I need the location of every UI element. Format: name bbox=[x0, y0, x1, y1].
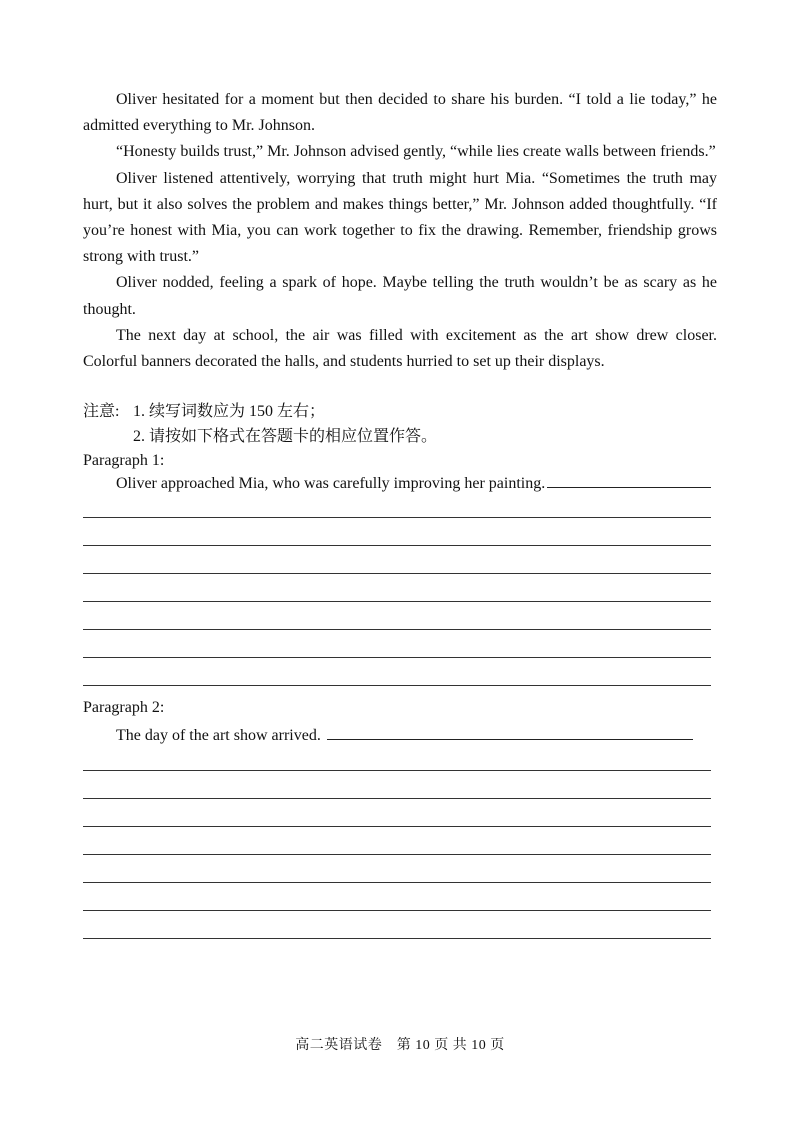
story-paragraph: The next day at school, the air was filled with excitement as the art show drew closer. Colorful banners decorated the halls, and students hurried to set up their displays. bbox=[83, 326, 717, 371]
paragraph-1-starter bbox=[116, 471, 711, 495]
story-paragraph: Oliver nodded, feeling a spark of hope. Maybe telling the truth wouldn’t be as scary as he thought. bbox=[83, 274, 717, 318]
story-paragraph: Oliver listened attentively, worrying that truth might hurt Mia. “Sometimes the truth may hurt, but it also solves the problem and makes things better,” Mr. Johnson added thoughtfully. “If you’re honest with Mia, you can work together to fix the drawing. Remember, friendship grows strong with trust.” bbox=[83, 169, 717, 266]
answer-line[interactable] bbox=[83, 938, 711, 939]
story-paragraph: Oliver hesitated for a moment but then decided to share his burden. “I told a lie today,” he admitted everything to Mr. Johnson. bbox=[83, 91, 717, 135]
answer-line[interactable] bbox=[83, 629, 711, 630]
paragraph-2-label: Paragraph 2: bbox=[83, 699, 165, 716]
answer-line[interactable] bbox=[83, 601, 711, 602]
story-passage bbox=[83, 87, 717, 375]
paragraph-2-starter-text: The day of the art show arrived. bbox=[116, 727, 321, 744]
answer-blank[interactable] bbox=[547, 471, 711, 488]
instruction-item: 2. 请按如下格式在答题卡的相应位置作答。 bbox=[133, 428, 438, 445]
instruction-row bbox=[83, 424, 717, 449]
answer-line[interactable] bbox=[83, 910, 711, 911]
answer-line[interactable] bbox=[83, 770, 711, 771]
answer-line[interactable] bbox=[83, 657, 711, 658]
paragraph-2-starter bbox=[116, 723, 693, 747]
answer-line[interactable] bbox=[83, 798, 711, 799]
instruction-row bbox=[83, 399, 717, 424]
instruction-item: 1. 续写词数应为 150 左右； bbox=[133, 403, 326, 420]
story-paragraph: “Honesty builds trust,” Mr. Johnson advised gently, “while lies create walls between friends.” bbox=[116, 143, 716, 161]
answer-line[interactable] bbox=[83, 882, 711, 883]
instruction-label: 注意: bbox=[83, 403, 120, 420]
page-footer: 高二英语试卷 第 10 页 共 10 页 bbox=[295, 1038, 505, 1053]
answer-line[interactable] bbox=[83, 545, 711, 546]
answer-line[interactable] bbox=[83, 826, 711, 827]
paragraph-1-starter-text: Oliver approached Mia, who was carefully improving her painting. bbox=[116, 475, 546, 492]
answer-line[interactable] bbox=[83, 517, 711, 518]
answer-blank[interactable] bbox=[327, 723, 693, 740]
instructions bbox=[83, 399, 717, 449]
paragraph-1-label: Paragraph 1: bbox=[83, 452, 165, 469]
answer-line[interactable] bbox=[83, 573, 711, 574]
answer-line[interactable] bbox=[83, 685, 711, 686]
answer-line[interactable] bbox=[83, 854, 711, 855]
